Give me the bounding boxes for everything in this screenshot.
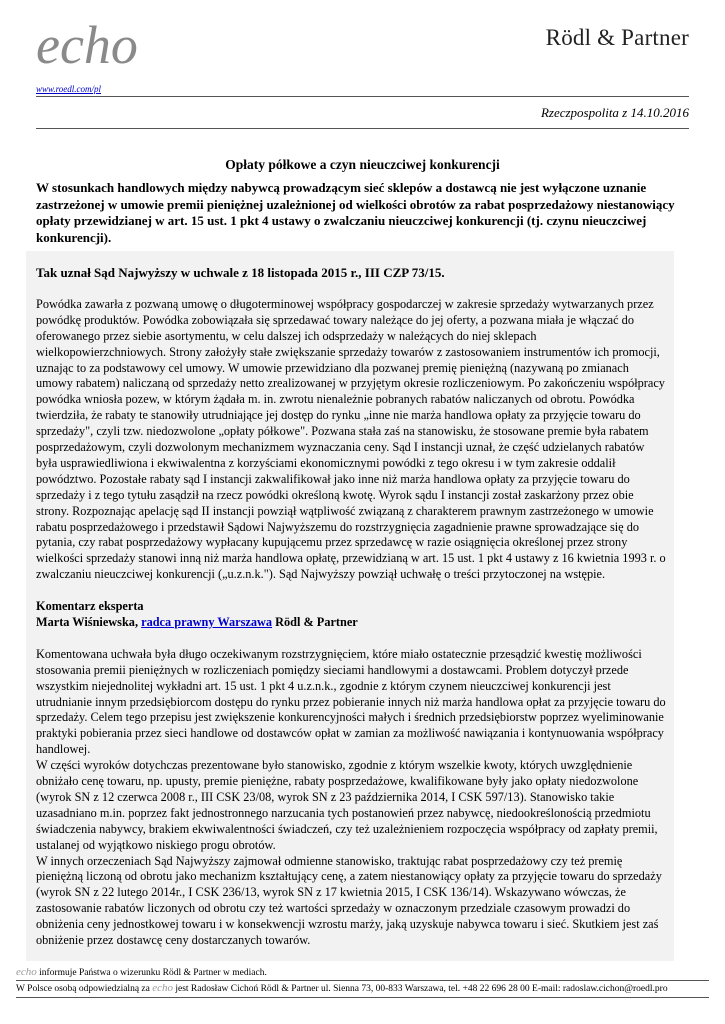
footer-brand-mini: echo	[16, 966, 37, 978]
article-title: Opłaty półkowe a czyn nieuczciwej konkurencji	[225, 157, 500, 172]
source-date: Rzeczpospolita z 14.10.2016	[540, 105, 689, 120]
header-rule-bottom	[36, 128, 689, 129]
commentary-heading: Komentarz eksperta	[36, 599, 144, 614]
company-name: Rödl & Partner	[545, 25, 689, 50]
footer-info-text: informuje Państwa o wizerunku Rödl & Partner w mediach.	[39, 968, 267, 978]
footer-rule-2	[16, 997, 709, 998]
commentary-byline	[36, 615, 668, 631]
ruling-statement: Tak uznał Sąd Najwyższy w uchwale z 18 listopada 2015 r., III CZP 73/15.	[36, 265, 445, 280]
commentary-paragraph-3: W innych orzeczeniach Sąd Najwyższy zajmował odmienne stanowisko, traktując rabat posprzedażowy czy też premię pieniężną liczoną od obrotu jako mechanizm kształtujący cenę, a zatem niestanowiący opłaty za przyjęcie towaru do sprzedaży (wyrok SN z 22 lutego 2014r., I CSK 236/13, wyrok SN z 17 kwietnia 2015, I CSK 136/14). Wskazywano wówczas, że zastosowanie rabatów liczonych od obrotu czy też wartości sprzedaży w oznaczonym przedziale czasowym prowadzi do obniżenia ceny jednostkowej towaru i w konsekwencji wzrostu marży, jaką uzyskuje nabywca towaru i sieć. Skutkiem jest zaś obniżenie przez dostawcę ceny dostarczanych towarów.	[36, 853, 662, 948]
commentary-paragraph-1: Komentowana uchwała była długo oczekiwanym rozstrzygnięciem, które miało ostatecznie przesądzić kwestię możliwości stosowania premii pieniężnych w rozliczeniach pomiędzy sieciami handlowymi a dostawcami. Problem dotyczył przede wszystkim niejednolitej wykładni art. 15 ust. 1 pkt 4 u.z.n.k., zgodnie z którym czynem nieuczciwej konkurencji jest utrudnianie innym przedsiębiorcom dostępu do rynku przez pobieranie innych niż marża handlowa opłat za przyjęcie towaru do sprzedaży. Celem tego przepisu jest zwiększenie konkurencyjności małych i średnich przedsiębiorstw poprzez wyeliminowanie praktyki pobierania przez sieci handlowe od dostawców opłat w zamian za możliwość nawiązania i kontynuowania współpracy handlowej.	[36, 646, 666, 757]
author-firm: Rödl & Partner	[275, 615, 358, 629]
footer-responsible-prefix: W Polsce osobą odpowiedzialną za	[16, 984, 150, 994]
header-rule-top	[36, 96, 689, 97]
footer-brand-mini-2: echo	[152, 982, 173, 994]
article-lead: W stosunkach handlowych między nabywcą prowadzącym sieć sklepów a dostawcą nie jest wyłączone uznanie zastrzeżonej w umowie premii pieniężnej uzależnionej od wielkości obrotów za rabat posprzedażowy niestanowiący opłaty przewidzianej w art. 15 ust. 1 pkt 4 ustawy o zwalczaniu nieuczciwej konkurencji (tj. czynu nieuczciwej konkurencji).	[36, 180, 675, 246]
footer-rule-1	[16, 980, 709, 981]
website-link[interactable]: www.roedl.com/pl	[36, 84, 101, 94]
author-name: Marta Wiśniewska,	[36, 615, 139, 629]
commentary-paragraph-2: W części wyroków dotychczas prezentowane było stanowisko, zgodnie z którym wszelkie kwoty, których uwzględnienie obniżało cenę towaru, np. upusty, premie pieniężne, rabaty posprzedażowe, kwalifikowane były jako opłaty niedozwolone (wyrok SN z 12 czerwca 2008 r., III CSK 23/08, wyrok SN z 23 października 2014, I CSK 597/13). Stanowisko takie uzasadniano m.in. poprzez fakt jednostronnego narzucania tych postanowień przez nabywcę, niedookreślonością przedmiotu świadczenia nabywcy, brakiem ekwiwalentności świadczeń, czy też uzależnieniem rozpoczęcia współpracy od zapłaty premii, ustalanej od wyjątkowo niskiego progu obrotów.	[36, 758, 658, 852]
footer-line-2	[16, 982, 668, 996]
footer-contact-text: jest Radosław Cichoń Rödl & Partner ul. Sienna 73, 00-833 Warszawa, tel. +48 22 696 28 00 E-mail: radoslaw.cichon@roedl.pro	[175, 984, 668, 994]
brand-logo: echo	[36, 15, 138, 75]
case-description: Powódka zawarła z pozwaną umowę o długoterminowej współpracy gospodarczej w zakresie sprzedaży wytwarzanych przez powódkę produktów. Powódka zobowiązała się sprzedawać towary należące do jej oferty, a pozwana miała je włączać do oferowanego przez siebie asortymentu, w celu dalszej ich odsprzedaży w należących do niej sklepach wielkopowierzchniowych. Strony założyły stałe zwiększanie sprzedaży towarów z zastosowaniem instrumentów ich promocji, uznając to za podstawowy cel umowy. W umowie przewidziano dla pozwanej premię pieniężną (nazywaną po zmianach umowy rabatem) naliczaną od sprzedaży netto zrealizowanej w przyjętym okresie rozliczeniowym. Po zakończeniu współpracy powódka wniosła pozew, w którym żądała m. in. zwrotu nienależnie pobranych rabatów naliczanych od obrotu. Powódka twierdziła, że rabaty te stanowiły utrudniające jej dostęp do rynku „inne nie marża handlowa opłaty za przyjęcie towaru do sprzedaży", czyli tzw. niedozwolone „opłaty półkowe". Pozwana stała zaś na stanowisku, że stosowane premie była rabatem posprzedażowym, czyli dozwolonym mechanizmem wyznaczania ceny. Sąd I instancji uznał, że część udzielanych rabatów była usprawiedliwiona i ekwiwalentna z korzyściami ekonomicznymi powódki z tego okresu i w tym zakresie oddalił powództwo. Pozostałe rabaty sąd I instancji zakwalifikował jako inne niż marża handlowa opłaty za przyjęcie towaru do sprzedaży i z tego tytułu zasądził na rzecz powódki określoną kwotę. Wyrok sądu I instancji został zaskarżony przez obie strony. Rozpoznając apelację sąd II instancji powziął wątpliwość związaną z charakterem prawnym zastrzeżonego w umowie rabatu posprzedażowego i przedstawił Sądowi Najwyższemu do rozstrzygnięcia zagadnienie prawne sprowadzające się do pytania, czy rabat posprzedażowy wypłacany kupującemu przez sprzedawcę w razie osiągnięcia określonej przez strony wielkości sprzedaży stanowi inną niż marża handlowa opłatę, przewidzianą w art. 15 ust. 1 pkt 4 ustawy z 16 kwietnia 1993 r. o zwalczaniu nieuczciwej konkurencji („u.z.n.k."). Sąd Najwyższy powziął uchwałę o treści przytoczonej na wstępie.	[36, 296, 666, 582]
author-link[interactable]: radca prawny Warszawa	[141, 615, 273, 629]
article-content	[36, 264, 668, 949]
footer-line-1	[16, 966, 267, 980]
